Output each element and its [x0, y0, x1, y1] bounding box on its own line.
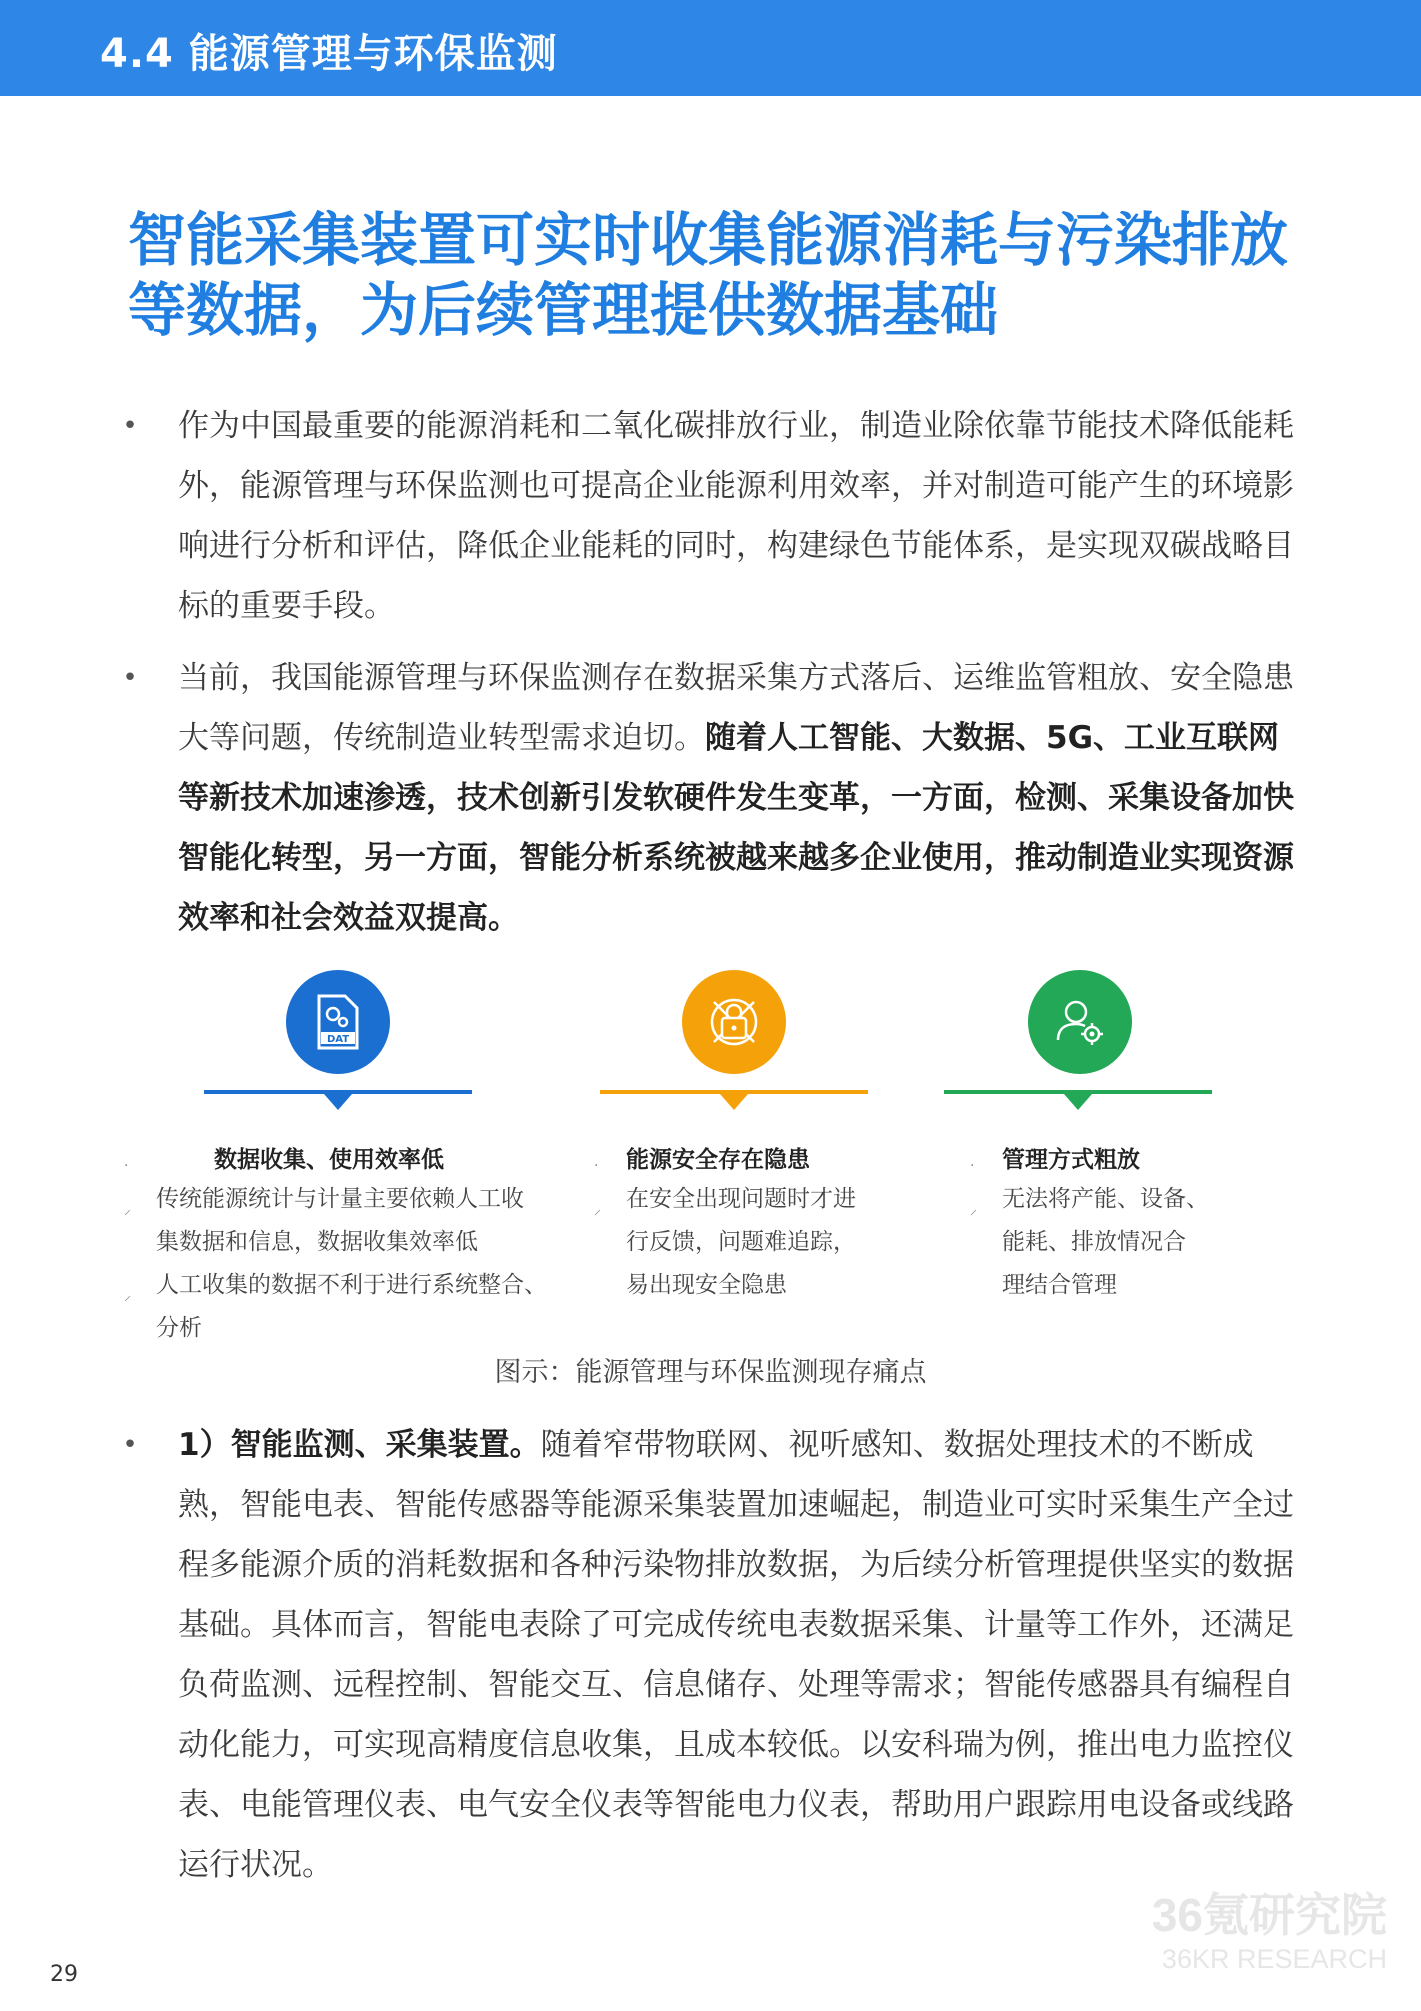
detail-bullet-list	[120, 1415, 1300, 1895]
watermark-line-1: 36氪研究院	[1151, 1889, 1387, 1941]
watermark-line-2: 36KR RESEARCH	[1161, 1944, 1387, 1974]
bullet-item	[120, 396, 1300, 636]
bullet-dot-icon: •	[122, 663, 138, 693]
bullet-item	[120, 648, 1300, 948]
issue-point: 人工收集的数据不利于进行系统整合、	[156, 1272, 547, 1298]
issue-point: 传统能源统计与计量主要依赖人工收	[156, 1186, 524, 1212]
issue-point: 易出现安全隐患	[626, 1272, 787, 1298]
bullet-dot-icon: •	[122, 1430, 138, 1460]
issue-point: 在安全出现问题时才进	[626, 1186, 856, 1212]
user-gear-icon	[1028, 970, 1132, 1074]
issue-point: 行反馈，问题难追踪，	[626, 1229, 856, 1255]
issue-point: 无法将产能、设备、	[1002, 1186, 1209, 1212]
headline-line-1: 智能采集装置可实时收集能源消耗与污染排放	[128, 206, 1289, 274]
issue-points	[1002, 1178, 1262, 1307]
section-title: 4.4 能源管理与环保监测	[100, 31, 558, 77]
watermark-logo	[1152, 1888, 1387, 1976]
page-headline	[128, 205, 1308, 345]
issue-title: 能源安全存在隐患	[626, 1147, 810, 1173]
data-file-icon	[286, 970, 390, 1074]
issue-point: 能耗、排放情况合	[1002, 1229, 1186, 1255]
pointer-triangle	[324, 1094, 352, 1110]
headline-line-2: 等数据，为后续管理提供数据基础	[128, 276, 999, 344]
issue-point: 理结合管理	[1002, 1272, 1117, 1298]
bullet-item	[120, 1415, 1300, 1895]
bullet-bold-text: 随着人工智能、大数据、5G、工业互联网等新技术加速渗透，技术创新引发软硬件发生变革，一方面，检测、采集设备加快智能化转型，另一方面，智能分析系统被越来越多企业使用，推动制造业实现资源效率和社会效益双提高。	[178, 720, 1294, 936]
issue-points	[626, 1178, 906, 1307]
issue-title: 数据收集、使用效率低	[214, 1147, 444, 1173]
pointer-triangle	[720, 1094, 748, 1110]
dat-label: DAT	[326, 1034, 350, 1045]
issue-point: 分析	[156, 1315, 202, 1341]
bullet-text: 作为中国最重要的能源消耗和二氧化碳排放行业，制造业除依靠节能技术降低能耗外，能源管理与环保监测也可提高企业能源利用效率，并对制造可能产生的环境影响进行分析和评估，降低企业能耗的同时，构建绿色节能体系，是实现双碳战略目标的重要手段。	[178, 408, 1294, 624]
bullet-dot-icon: •	[122, 411, 138, 441]
lock-icon	[682, 970, 786, 1074]
figure-caption: 图示：能源管理与环保监测现存痛点	[494, 1357, 927, 1388]
intro-bullet-list	[120, 396, 1300, 948]
bullet-text: 当前，我国能源管理与环保监测存在数据采集方式落后、运维监管粗放、安全隐患大等问题，传统制造业转型需求迫切。	[178, 660, 1294, 756]
bullet-text: 随着窄带物联网、视听感知、数据处理技术的不断成熟，智能电表、智能传感器等能源采集装置加速崛起，制造业可实时采集生产全过程多能源介质的消耗数据和各种污染物排放数据，为后续分析管理提供坚实的数据基础。具体而言，智能电表除了可完成传统电表数据采集、计量等工作外，还满足负荷监测、远程控制、智能交互、信息储存、处理等需求；智能传感器具有编程自动化能力，可实现高精度信息收集，且成本较低。以安科瑞为例，推出电力监控仪表、电能管理仪表、电气安全仪表等智能电力仪表，帮助用户跟踪用电设备或线路运行状况。	[178, 1427, 1294, 1883]
bullet-bold-text: 1）智能监测、采集装置。	[178, 1427, 541, 1463]
issue-title: 管理方式粗放	[1002, 1147, 1140, 1173]
pointer-triangle	[1064, 1094, 1092, 1110]
issue-point: 集数据和信息，数据收集效率低	[156, 1229, 478, 1255]
pain-points-figure: DAT · 数据收集、使用效率低 ⸝ ⸝ 传统能源统计与计量主要依赖人工收 集数据和信息，数据收集效率低 人工收集的数据不利于进行系统整合、 分析 · 能源安全存在隐患 ⸝ 在安全出现问题时才进 行反馈，问题难追踪， 易出现安全隐患 · 管理方式粗放 ⸝ 无法将产能、设备、 能耗、排放情况合 理结合管理	[0, 970, 1421, 1390]
issue-points	[156, 1178, 576, 1350]
section-header-bar	[0, 0, 1421, 96]
page-number: 29	[50, 1962, 78, 1987]
